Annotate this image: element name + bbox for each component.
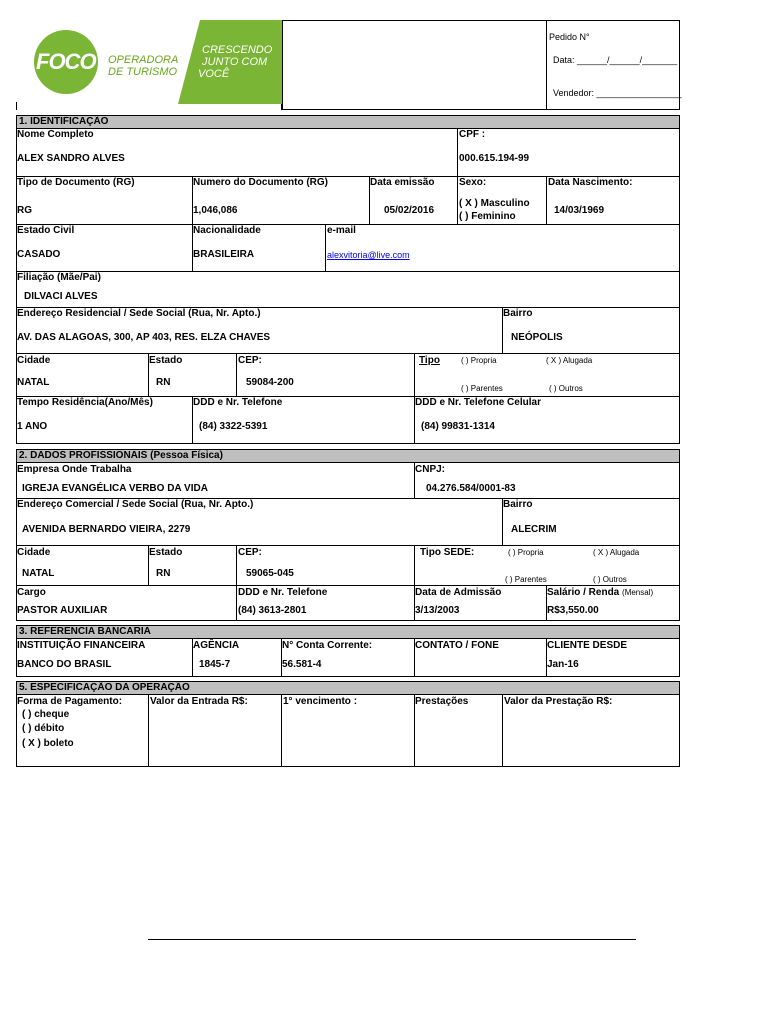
salario-note: (Mensal) <box>622 588 654 597</box>
tempo-residencia-value[interactable]: 1 ANO <box>17 421 48 432</box>
cidade-value[interactable]: NATAL <box>17 377 50 388</box>
cpf-value[interactable]: 000.615.194-99 <box>459 153 530 164</box>
tipo-doc-value[interactable]: RG <box>17 205 32 216</box>
cep-value[interactable]: 59084-200 <box>246 377 294 388</box>
filiacao-value[interactable]: DILVACI ALVES <box>24 291 98 302</box>
data-emissao-label: Data emissão <box>370 177 435 188</box>
tempo-residencia-label: Tempo Residência(Ano/Mês) <box>17 397 153 408</box>
section-5-header: 5. ESPECIFICAÇÃO DA OPERAÇÃO <box>16 681 680 695</box>
cargo-label: Cargo <box>17 587 46 598</box>
s1-col-line <box>325 224 326 271</box>
sexo-label: Sexo: <box>459 177 487 188</box>
estado-label: Estado <box>149 355 183 366</box>
celular-value[interactable]: (84) 99831-1314 <box>421 421 495 432</box>
conta-value[interactable]: 56.581-4 <box>282 659 322 670</box>
s1-col-line <box>236 353 237 396</box>
cnpj-label: CNPJ: <box>415 464 446 475</box>
filiacao-label: Filiação (Mãe/Pai) <box>17 272 101 283</box>
s1-col-line <box>457 128 458 224</box>
date-field[interactable]: Data: ______/______/_______ <box>553 55 678 65</box>
logo-sub-2: DE TURISMO <box>108 66 178 78</box>
telefone-label: DDD e Nr. Telefone <box>193 397 283 408</box>
slogan-1: CRESCENDO <box>202 44 273 56</box>
valor-entrada-label: Valor da Entrada R$: <box>150 696 248 707</box>
section-2-header: 2. DADOS PROFISSIONAIS (Pessoa Física) <box>16 449 680 463</box>
nacionalidade-value[interactable]: BRASILEIRA <box>193 249 255 260</box>
header-bottom-line <box>282 109 680 110</box>
s3-right-border <box>679 638 680 677</box>
residencia-propria-option[interactable]: ( ) Propria <box>461 356 497 365</box>
conta-label: N° Conta Corrente: <box>282 640 373 651</box>
instituicao-value[interactable]: BANCO DO BRASIL <box>17 659 112 670</box>
company-logo <box>28 20 282 104</box>
header-left-tick <box>16 102 17 110</box>
bairro-value[interactable]: NEÓPOLIS <box>511 332 563 343</box>
estado-civil-label: Estado Civil <box>17 225 75 236</box>
sede-outros-option[interactable]: ( ) Outros <box>593 575 627 584</box>
bairro-comercial-label: Bairro <box>503 499 533 510</box>
cnpj-value[interactable]: 04.276.584/0001-83 <box>426 483 516 494</box>
bairro-comercial-value[interactable]: ALECRIM <box>511 524 557 535</box>
s2-bottom-border <box>16 620 680 621</box>
nome-label: Nome Completo <box>17 129 94 140</box>
cep-comercial-label: CEP: <box>238 547 262 558</box>
data-emissao-value[interactable]: 05/02/2016 <box>384 205 435 216</box>
estado-civil-value[interactable]: CASADO <box>17 249 61 260</box>
header-top-line <box>282 20 680 21</box>
s2-row-line <box>16 545 680 546</box>
admissao-label: Data de Admissão <box>415 587 502 598</box>
pagamento-cheque-option[interactable]: ( ) cheque <box>22 709 70 720</box>
estado-comercial-value[interactable]: RN <box>156 568 171 579</box>
s5-col-line <box>148 694 149 767</box>
contato-label: CONTATO / FONE <box>415 640 499 651</box>
vendedor-field[interactable]: Vendedor: _________________ <box>553 88 682 98</box>
cidade-comercial-value[interactable]: NATAL <box>22 568 55 579</box>
sede-alugada-option[interactable]: ( X ) Alugada <box>593 548 640 557</box>
salario-value[interactable]: R$3,550.00 <box>547 605 599 616</box>
telefone-comercial-value[interactable]: (84) 3613-2801 <box>238 605 307 616</box>
nacionalidade-label: Nacionalidade <box>193 225 261 236</box>
s2-row-line <box>16 585 680 586</box>
s1-col-line <box>546 176 547 224</box>
nascimento-label: Data Nascimento: <box>548 177 633 188</box>
section-3-header: 3. REFERENCIA BANCARIA <box>16 625 680 639</box>
s1-row-line <box>16 271 680 272</box>
telefone-value[interactable]: (84) 3322-5391 <box>199 421 268 432</box>
agencia-label: AGÊNCIA <box>193 640 240 651</box>
prestacoes-label: Prestações <box>415 696 469 707</box>
agencia-value[interactable]: 1845-7 <box>199 659 231 670</box>
tipo-residencia-label: Tipo <box>419 355 440 366</box>
header-divider <box>282 20 283 110</box>
s2-col-line <box>236 545 237 621</box>
cliente-desde-label: CLIENTE DESDE <box>547 640 628 651</box>
sexo-feminino-option[interactable]: ( ) Feminino <box>459 211 516 222</box>
endereco-comercial-value[interactable]: AVENIDA BERNARDO VIEIRA, 2279 <box>22 524 191 535</box>
valor-prestacao-label: Valor da Prestação R$: <box>504 696 613 707</box>
pagamento-boleto-option[interactable]: ( X ) boleto <box>22 738 74 749</box>
empresa-label: Empresa Onde Trabalha <box>17 464 132 475</box>
endereco-comercial-label: Endereço Comercial / Sede Social (Rua, Nr. Apto.) <box>17 499 254 510</box>
cliente-desde-value[interactable]: Jan-16 <box>547 659 579 670</box>
residencia-alugada-option[interactable]: ( X ) Alugada <box>546 356 593 365</box>
cpf-label: CPF : <box>459 129 486 140</box>
slogan-2: JUNTO COM <box>202 56 268 68</box>
section-1-header: 1. IDENTIFICAÇÃO <box>16 115 680 129</box>
num-doc-value[interactable]: 1,046,086 <box>193 205 238 216</box>
vencimento-label: 1° vencimento : <box>283 696 358 707</box>
pedido-label: Pedido N° <box>549 32 590 42</box>
s5-col-line <box>281 694 282 767</box>
sede-parentes-option[interactable]: ( ) Parentes <box>505 575 547 584</box>
nascimento-value[interactable]: 14/03/1969 <box>554 205 605 216</box>
sede-propria-option[interactable]: ( ) Propria <box>508 548 544 557</box>
bairro-label: Bairro <box>503 308 533 319</box>
s1-row-line <box>16 353 680 354</box>
admissao-value[interactable]: 3/13/2003 <box>415 605 460 616</box>
num-doc-label: Numero do Documento (RG) <box>193 177 328 188</box>
slogan-3: VOCÊ <box>198 68 230 80</box>
cep-label: CEP: <box>238 355 262 366</box>
header-divider-2 <box>546 20 547 110</box>
cidade-comercial-label: Cidade <box>17 547 51 558</box>
logo-brand: FOCO <box>36 49 96 74</box>
estado-value[interactable]: RN <box>156 377 171 388</box>
endereco-value[interactable]: AV. DAS ALAGOAS, 300, AP 403, RES. ELZA CHAVES <box>17 332 271 343</box>
residencia-parentes-option[interactable]: ( ) Parentes <box>461 384 503 393</box>
s5-col-line <box>502 694 503 767</box>
forma-pagamento-label: Forma de Pagamento: <box>17 696 123 707</box>
salario-label-text: Salário / Renda <box>547 587 620 598</box>
salario-label <box>547 587 653 598</box>
tipo-doc-label: Tipo de Documento (RG) <box>17 177 135 188</box>
instituicao-label: INSTITUIÇÃO FINANCEIRA <box>17 640 146 651</box>
logo-sub-1: OPERADORA <box>108 54 179 66</box>
s2-right-border <box>679 462 680 621</box>
residencia-outros-option[interactable]: ( ) Outros <box>549 384 583 393</box>
endereco-label: Endereço Residencial / Sede Social (Rua, Nr. Apto.) <box>17 308 261 319</box>
telefone-comercial-label: DDD e Nr. Telefone <box>238 587 328 598</box>
email-link[interactable]: alexvitoria@live.com <box>327 250 410 260</box>
tipo-sede-label: Tipo SEDE: <box>420 547 475 558</box>
empresa-value[interactable]: IGREJA EVANGÉLICA VERBO DA VIDA <box>22 483 208 494</box>
sexo-masculino-option[interactable]: ( X ) Masculino <box>459 198 530 209</box>
s1-bottom-border <box>16 443 680 444</box>
s5-right-border <box>679 694 680 767</box>
s3-bottom-border <box>16 676 680 677</box>
signature-line <box>148 939 636 940</box>
s5-bottom-border <box>16 766 680 767</box>
nome-value[interactable]: ALEX SANDRO ALVES <box>17 153 125 164</box>
email-label: e-mail <box>327 225 356 236</box>
estado-comercial-label: Estado <box>149 547 183 558</box>
pagamento-debito-option[interactable]: ( ) débito <box>22 723 65 734</box>
cidade-label: Cidade <box>17 355 51 366</box>
cargo-value[interactable]: PASTOR AUXILIAR <box>17 605 108 616</box>
cep-comercial-value[interactable]: 59065-045 <box>246 568 294 579</box>
celular-label: DDD e Nr. Telefone Celular <box>415 397 541 408</box>
